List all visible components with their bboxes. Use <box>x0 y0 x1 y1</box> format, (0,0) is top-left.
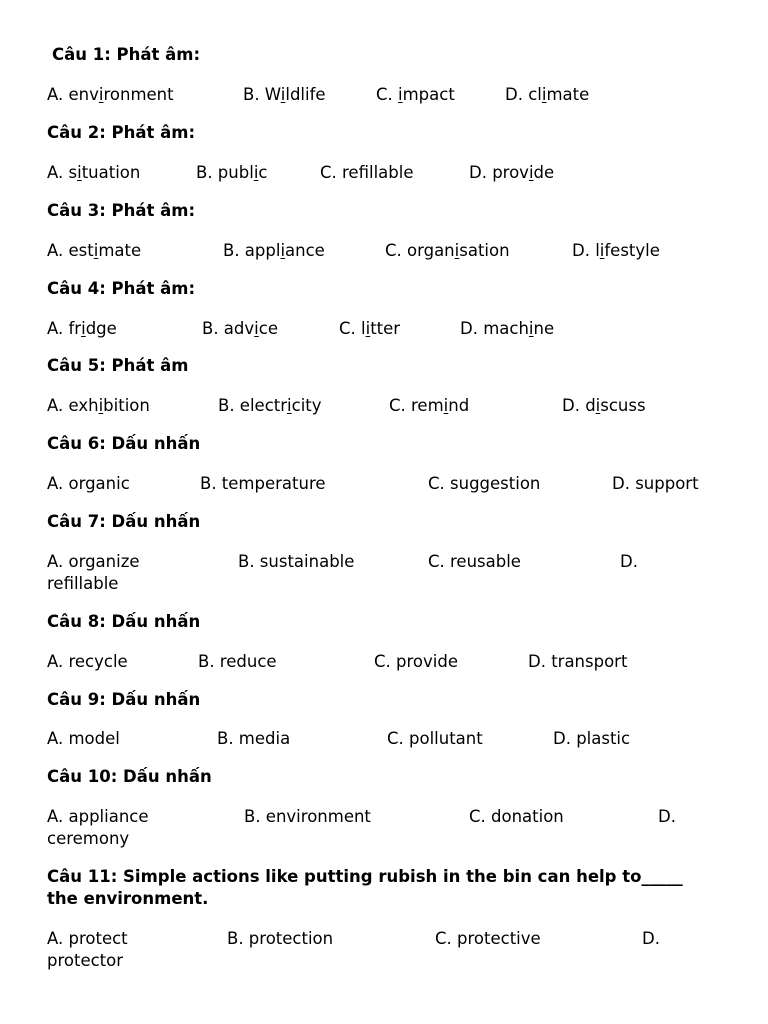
option-c: C. suggestion <box>428 474 541 493</box>
option-c: C. donation <box>469 807 564 826</box>
question-title: Câu 4: Phát âm: <box>47 279 196 298</box>
option-a: A. protect <box>47 929 128 948</box>
question-title: Câu 2: Phát âm: <box>47 123 196 142</box>
option-c: C. impact <box>376 85 455 104</box>
option-a: A. recycle <box>47 652 128 671</box>
option-d: D. provide <box>469 163 555 182</box>
answer-options <box>47 473 727 497</box>
option-b: B. temperature <box>200 474 326 493</box>
question-title: Câu 7: Dấu nhấn <box>47 512 201 531</box>
option-a: A. exhibition <box>47 396 150 415</box>
option-b: B. electricity <box>218 396 322 415</box>
option-d: D. discuss <box>562 396 646 415</box>
option-d: D. support <box>612 474 699 493</box>
option-c: C. provide <box>374 652 458 671</box>
option-c: C. pollutant <box>387 729 483 748</box>
option-b: B. advice <box>202 319 278 338</box>
option-b: B. reduce <box>198 652 277 671</box>
answer-options <box>47 240 727 264</box>
question-title: Câu 1: Phát âm: <box>52 45 201 64</box>
option-a: A. organic <box>47 474 130 493</box>
option-c: C. protective <box>435 929 541 948</box>
question-title: Câu 5: Phát âm <box>47 356 189 375</box>
option-c: C. reusable <box>428 552 521 571</box>
option-c: C. refllable <box>320 163 414 182</box>
option-d: D. lifestyle <box>572 241 660 260</box>
answer-options <box>47 84 727 108</box>
option-d: D. transport <box>528 652 628 671</box>
question-title: Câu 3: Phát âm: <box>47 201 196 220</box>
answer-options <box>47 551 727 597</box>
option-b: B. sustainable <box>238 552 355 571</box>
option-a: A. appliance <box>47 807 149 826</box>
option-b: B. environment <box>244 807 371 826</box>
answer-options <box>47 728 727 752</box>
option-b: B. protection <box>227 929 334 948</box>
option-b: B. media <box>217 729 291 748</box>
answer-options <box>47 806 727 852</box>
option-d: D. <box>642 929 660 948</box>
option-d-text: protector <box>47 951 124 970</box>
option-d: D. climate <box>505 85 590 104</box>
answer-options <box>47 318 727 342</box>
option-a: A. model <box>47 729 120 748</box>
option-b: B. Wildlife <box>243 85 326 104</box>
option-a: A. estimate <box>47 241 142 260</box>
answer-options <box>47 928 727 974</box>
answer-options <box>47 395 727 419</box>
option-d-text: refillable <box>47 574 119 593</box>
option-c: C. organisation <box>385 241 510 260</box>
option-a: A. situation <box>47 163 141 182</box>
answer-options <box>47 162 727 186</box>
option-a: A. organize <box>47 552 140 571</box>
option-b: B. appliance <box>223 241 325 260</box>
option-c: C. litter <box>339 319 401 338</box>
question-title: Câu 11: Simple actions like putting rubish in the bin can help to_____ the environment. <box>47 867 683 908</box>
option-a: A. fridge <box>47 319 117 338</box>
option-c: C. remind <box>389 396 470 415</box>
question-title: Câu 9: Dấu nhấn <box>47 690 201 709</box>
option-d: D. machine <box>460 319 555 338</box>
option-d-text: ceremony <box>47 829 130 848</box>
question-title: Câu 8: Dấu nhấn <box>47 612 201 631</box>
option-d: D. <box>658 807 676 826</box>
option-d: D. plastic <box>553 729 631 748</box>
option-a: A. environment <box>47 85 174 104</box>
question-title: Câu 6: Dấu nhấn <box>47 434 201 453</box>
question-title: Câu 10: Dấu nhấn <box>47 767 212 786</box>
option-d: D. <box>620 552 638 571</box>
option-b: B. public <box>196 163 268 182</box>
answer-options <box>47 651 727 675</box>
